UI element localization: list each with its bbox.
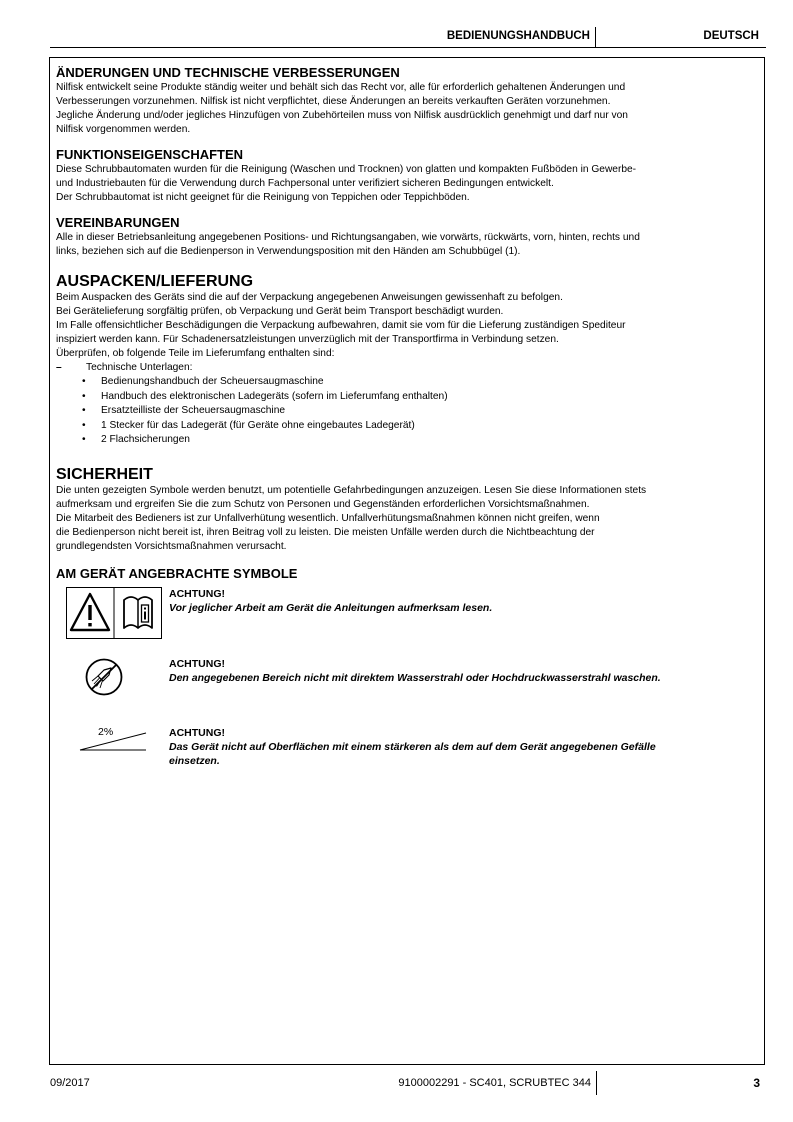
footer-divider bbox=[596, 1071, 597, 1095]
bullet-marker: • bbox=[82, 390, 86, 402]
list-item bbox=[82, 404, 756, 419]
section-symbols bbox=[56, 566, 756, 786]
symbol-text bbox=[169, 657, 749, 685]
header-language: DEUTSCH bbox=[703, 30, 759, 42]
paragraph-line: inspiziert werden kann. Für Schadenersatzleistungen unverzüglich mit der Transportfirma in Verbindung setzen. bbox=[56, 334, 559, 345]
paragraph-line: Der Schrubbautomat ist nicht geeignet für die Reinigung von Teppichen oder Teppichböden. bbox=[56, 192, 470, 203]
paragraph-line: Nilfisk entwickelt seine Produkte ständig weiter und behält sich das Recht vor, alle für erforderlich gehaltenen Änderungen und bbox=[56, 82, 626, 93]
section-title: VEREINBARUNGEN bbox=[56, 215, 180, 230]
symbol-description: einsetzen. bbox=[169, 754, 220, 767]
symbol-description: Den angegebenen Bereich nicht mit direktem Wasserstrahl oder Hochdruckwasserstrahl waschen. bbox=[169, 671, 661, 684]
paragraph-line: Jegliche Änderung und/oder jegliches Hinzufügen von Zubehörteilen muss von Nilfisk ausdrücklich genehmigt und darf nur von bbox=[56, 110, 628, 121]
list-item bbox=[82, 390, 756, 405]
paragraph-line: Diese Schrubbautomaten wurden für die Reinigung (Waschen und Trocknen) von glatten und kompakten Fußböden in Gewerbe- bbox=[56, 164, 637, 175]
paragraph-line: Bei Gerätelieferung sorgfältig prüfen, ob Verpackung und Gerät beim Transport beschädigt wurden. bbox=[56, 306, 504, 317]
paragraph-line: links, beziehen sich auf die Bedienperson in Verwendungsposition mit den Händen am Schubbügel (1). bbox=[56, 246, 521, 257]
section-title: ÄNDERUNGEN UND TECHNISCHE VERBESSERUNGEN bbox=[56, 65, 400, 80]
list-item bbox=[82, 375, 756, 390]
symbol-description: Das Gerät nicht auf Oberflächen mit einem stärkeren als dem auf dem Gerät angegebenen Gefälle bbox=[169, 740, 656, 753]
symbol-description: Vor jeglicher Arbeit am Gerät die Anleitungen aufmerksam lesen. bbox=[169, 601, 493, 614]
paragraph-line: Alle in dieser Betriebsanleitung angegebenen Positions- und Richtungsangaben, wie vorwärts, rückwärts, vorn, hinten, rechts und bbox=[56, 232, 640, 243]
section-changes bbox=[56, 65, 756, 137]
section-title: AUSPACKEN/LIEFERUNG bbox=[56, 273, 254, 290]
bullet-marker: • bbox=[82, 434, 86, 445]
footer-date: 09/2017 bbox=[50, 1077, 90, 1089]
section-conventions bbox=[56, 215, 756, 259]
list-item-label: 2 Flachsicherungen bbox=[101, 434, 190, 445]
section-title: SICHERHEIT bbox=[56, 465, 153, 483]
list-item bbox=[82, 419, 756, 434]
dash-marker: – bbox=[56, 362, 62, 373]
list-item bbox=[82, 433, 756, 448]
bullet-marker: • bbox=[82, 419, 86, 431]
header-divider bbox=[595, 27, 596, 47]
paragraph-line: Die unten gezeigten Symbole werden benutzt, um potentielle Gefahrbedingungen anzuzeigen. Lesen Sie diese Informationen stets bbox=[56, 484, 647, 496]
paragraph-line: Verbesserungen vorzunehmen. Nilfisk ist nicht verpflichtet, diese Änderungen an bereits verkauften Geräten vorzunehmen. bbox=[56, 96, 611, 107]
section-safety bbox=[56, 466, 756, 554]
list-item-label: Technische Unterlagen: bbox=[86, 362, 193, 373]
symbol-text bbox=[169, 726, 749, 768]
paragraph-line: Im Falle offensichtlicher Beschädigungen die Verpackung aufbewahren, damit sie vom für die Lieferung zuständigen Spediteur bbox=[56, 320, 626, 331]
symbol-row bbox=[56, 726, 756, 786]
section-title: FUNKTIONSEIGENSCHAFTEN bbox=[56, 147, 244, 162]
section-title: AM GERÄT ANGEBRACHTE SYMBOLE bbox=[56, 565, 298, 581]
list-item-label: Bedienungshandbuch der Scheuersaugmaschine bbox=[101, 376, 324, 387]
page-content bbox=[56, 65, 756, 786]
paragraph-line: und Industriebauten für die Verwendung durch Fachpersonal unter verifiziert sicheren Bedingungen entwickelt. bbox=[56, 178, 554, 189]
list-item-label: Handbuch des elektronischen Ladegeräts (sofern im Lieferumfang enthalten) bbox=[101, 390, 448, 402]
bullet-marker: • bbox=[82, 405, 86, 416]
section-unpacking bbox=[56, 273, 756, 448]
symbol-row bbox=[56, 657, 756, 726]
footer-document-id: 9100002291 - SC401, SCRUBTEC 344 bbox=[398, 1077, 591, 1089]
header-manual-title: BEDIENUNGSHANDBUCH bbox=[446, 30, 590, 42]
symbol-title: ACHTUNG! bbox=[169, 657, 225, 670]
bullet-marker: • bbox=[82, 376, 86, 387]
symbol-title: ACHTUNG! bbox=[169, 587, 225, 600]
page-footer bbox=[50, 1071, 766, 1093]
symbol-title: ACHTUNG! bbox=[169, 726, 225, 739]
paragraph-line: Überprüfen, ob folgende Teile im Lieferumfang enthalten sind: bbox=[56, 348, 335, 359]
slope-label: 2% bbox=[98, 725, 114, 738]
list-item-label: 1 Stecker für das Ladegerät (für Geräte ohne eingebautes Ladegerät) bbox=[101, 419, 415, 431]
page-number: 3 bbox=[753, 1076, 760, 1090]
paragraph-line: Die Mitarbeit des Bedieners ist zur Unfallverhütung wesentlich. Unfallverhütungsmaßnahmen können nicht greifen, wenn bbox=[56, 512, 600, 524]
list-item bbox=[56, 361, 756, 375]
list-item-label: Ersatzteilliste der Scheuersaugmaschine bbox=[101, 405, 286, 416]
paragraph-line: aufmerksam und ergreifen Sie die zum Schutz von Personen und Gegenständen erforderlichen Vorsichtsmaßnahmen. bbox=[56, 498, 590, 510]
paragraph-line: Nilfisk vorgenommen werden. bbox=[56, 124, 191, 135]
paragraph-line: die Bedienperson nicht bereit ist, ihren Beitrag voll zu leisten. Die meisten Unfälle werden durch die Nichtbeachtung der bbox=[56, 526, 595, 538]
paragraph-line: grundlegendsten Vorsichtsmaßnahmen verursacht. bbox=[56, 540, 287, 552]
slope-icon bbox=[78, 726, 150, 761]
symbol-row bbox=[56, 587, 756, 657]
symbol-text bbox=[169, 587, 749, 615]
page-header bbox=[50, 27, 766, 48]
paragraph-line: Beim Auspacken des Geräts sind die auf der Verpackung angegebenen Anweisungen gewissenhaft zu befolgen. bbox=[56, 292, 563, 303]
delivery-list bbox=[56, 375, 756, 448]
warning-manual-icon bbox=[66, 587, 162, 644]
section-functions bbox=[56, 147, 756, 205]
no-water-jet-icon bbox=[84, 657, 124, 702]
